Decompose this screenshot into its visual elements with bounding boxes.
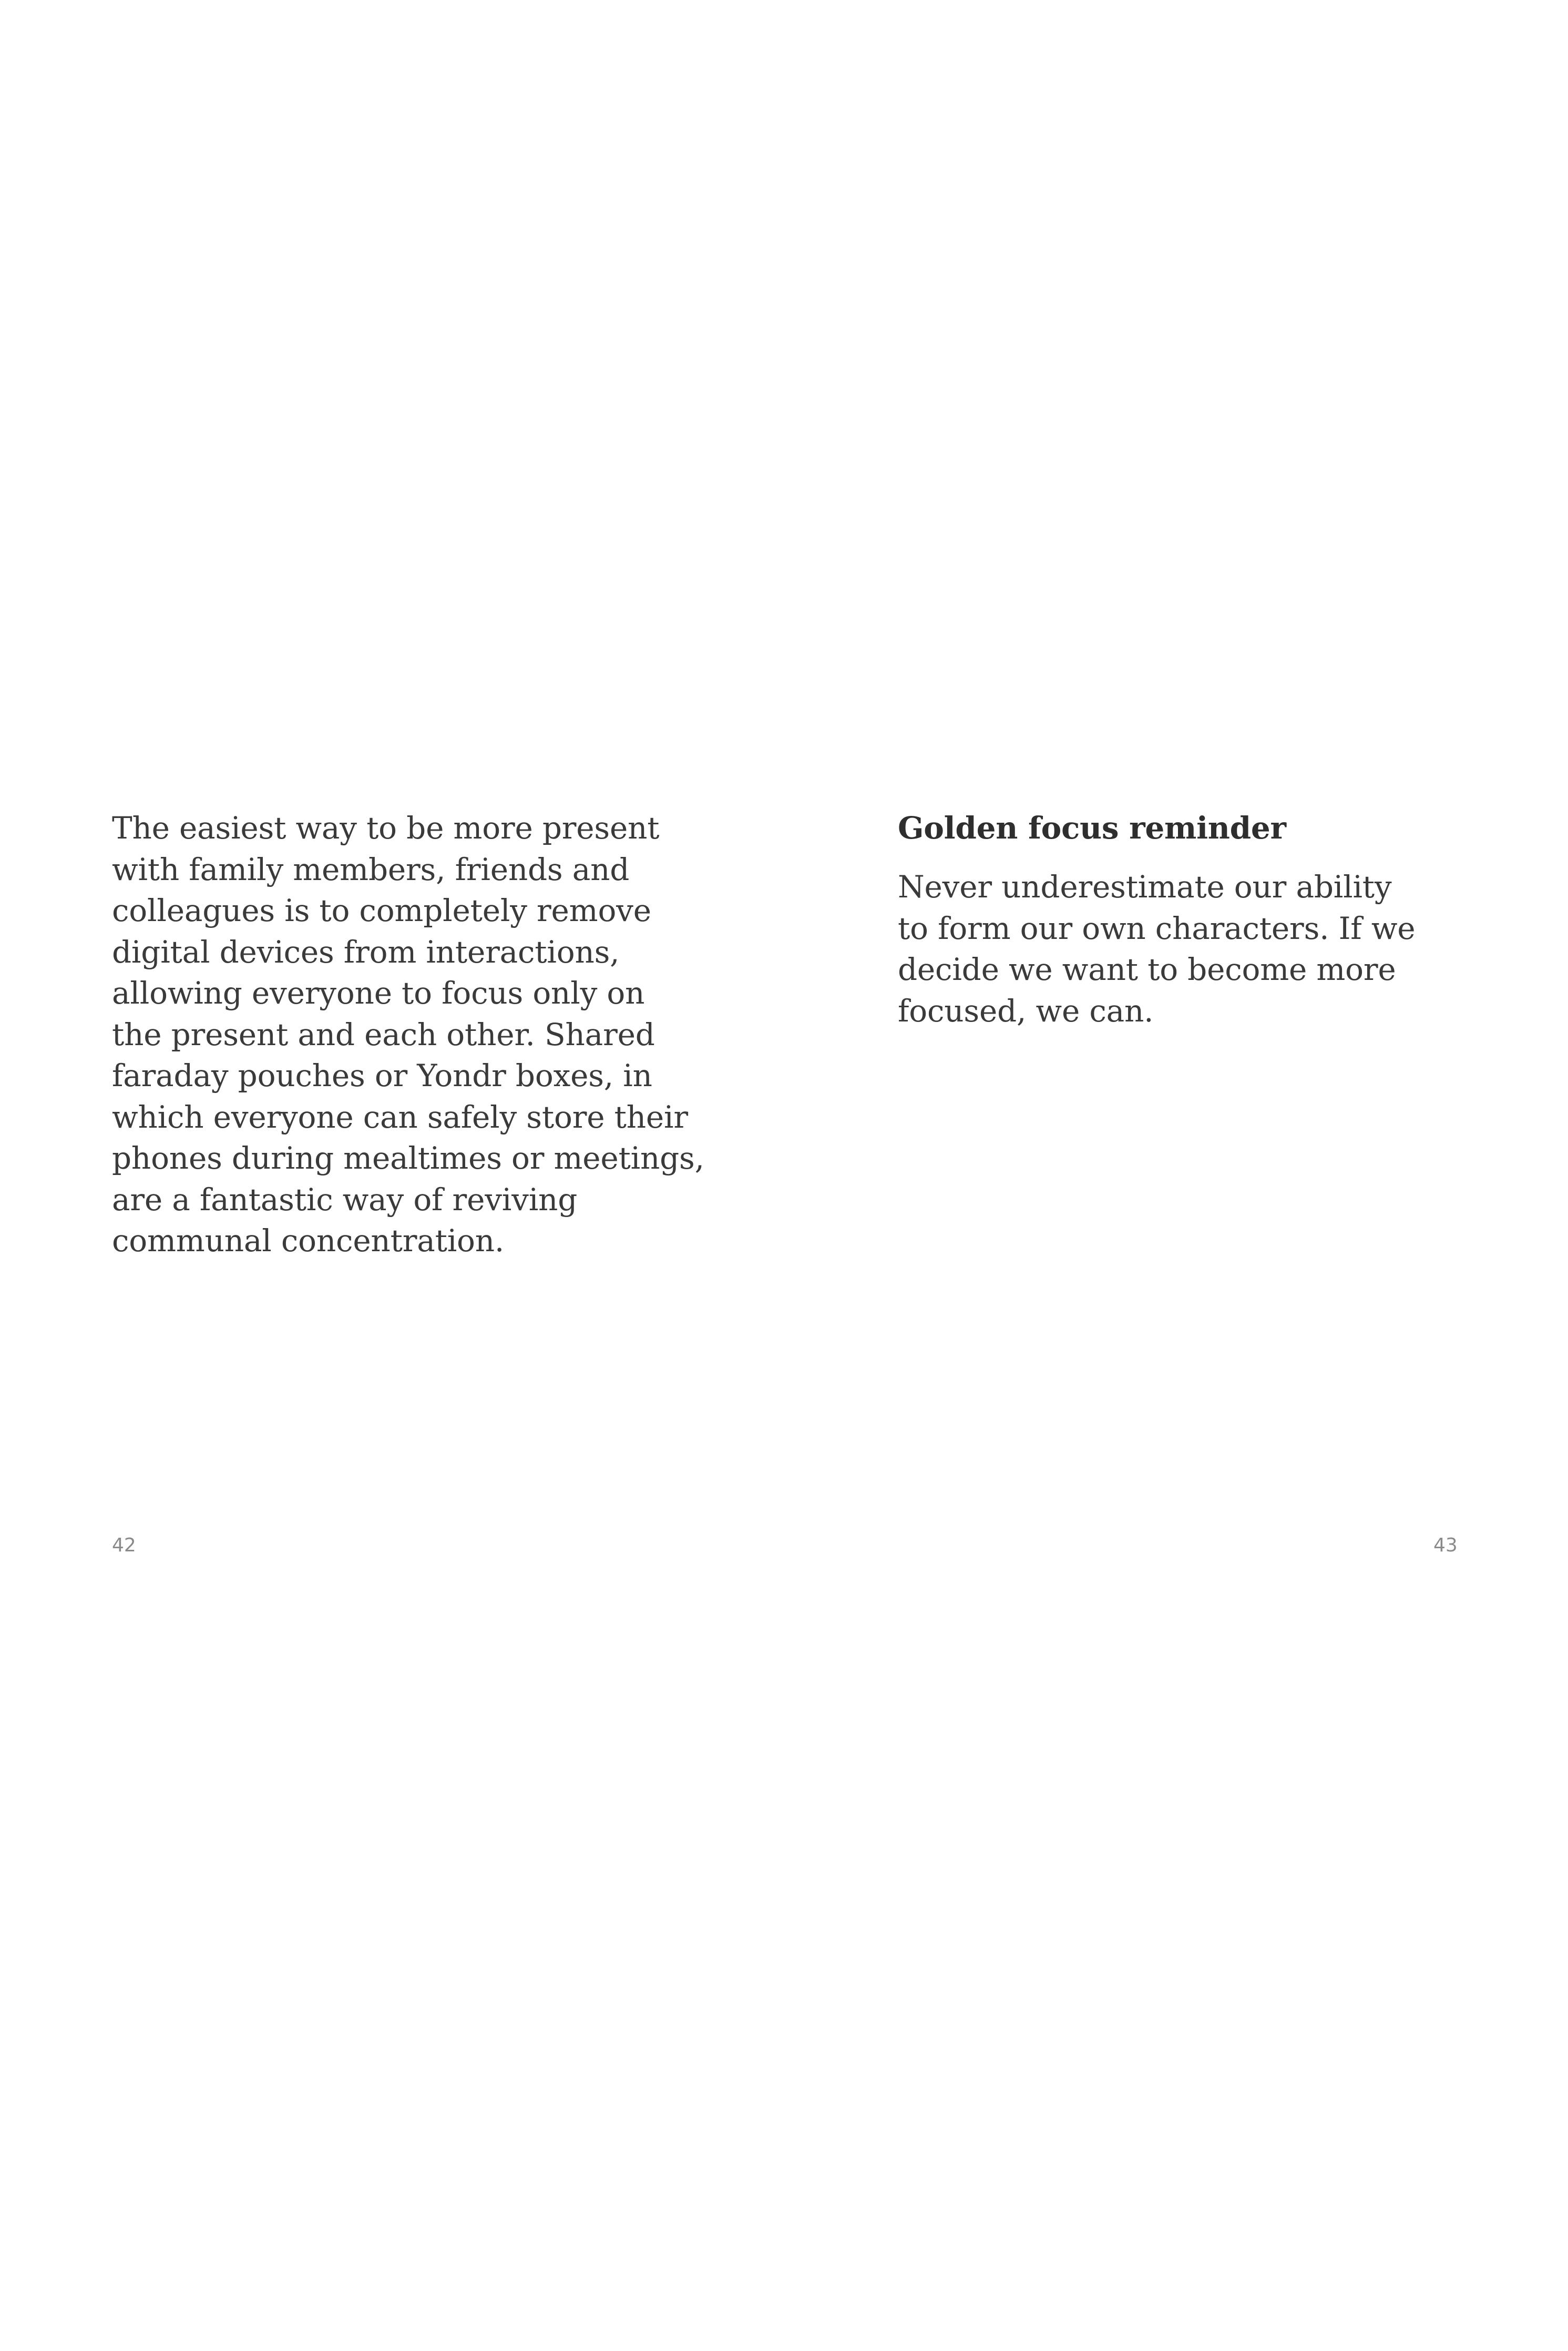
text-line: Never underestimate our ability (898, 869, 1392, 905)
right-body-paragraph (898, 866, 1502, 1031)
text-line: faraday pouches or Yondr boxes, in (112, 1058, 652, 1093)
text-line: communal concentration. (112, 1223, 505, 1259)
text-line: are a fantastic way of reviving (112, 1181, 578, 1218)
right-page (784, 0, 1568, 2351)
text-line: the present and each other. Shared (112, 1016, 655, 1052)
text-line: colleagues is to completely remove (112, 893, 651, 928)
text-line: focused, we can. (898, 993, 1154, 1029)
left-body-paragraph (112, 807, 743, 1262)
text-line: with family members, friends and (112, 851, 630, 887)
text-line: digital devices from interactions, (112, 934, 620, 970)
text-line: The easiest way to be more present (112, 810, 660, 846)
text-line: allowing everyone to focus only on (112, 975, 645, 1011)
page-number-right: 43 (1433, 1535, 1458, 1556)
text-line: phones during mealtimes or meetings, (112, 1140, 704, 1176)
text-line: which everyone can safely store their (112, 1099, 688, 1135)
section-heading: Golden focus reminder (898, 810, 1286, 846)
text-line: decide we want to become more (898, 952, 1396, 987)
page-number-left: 42 (112, 1535, 136, 1556)
text-line: to form our own characters. If we (898, 910, 1416, 946)
